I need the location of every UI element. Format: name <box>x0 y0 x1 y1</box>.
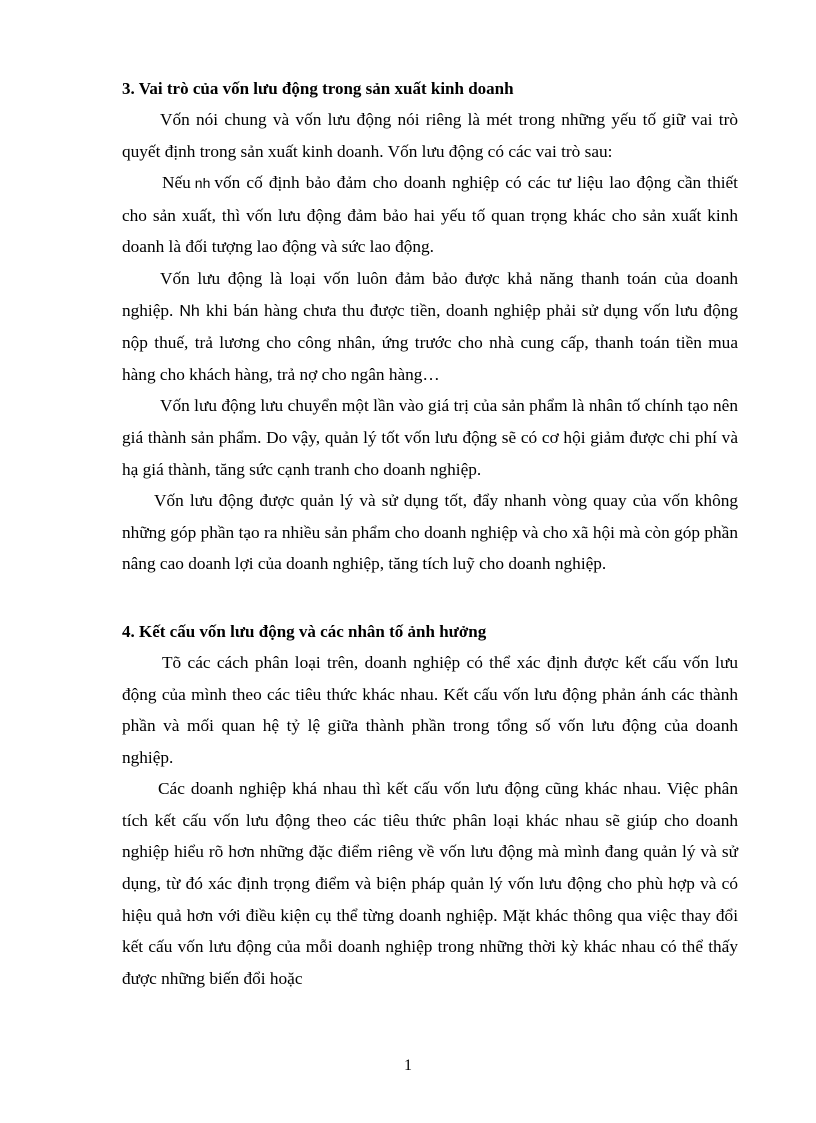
section-4-heading: 4. Kết cấu vốn lưu động và các nhân tố ảnh hưởng <box>122 621 487 641</box>
page-content <box>122 74 738 994</box>
stray-fragment: Nh <box>179 302 200 320</box>
section-4-paragraph-2: Các doanh nghiệp khá nhau thì kết cấu vốn lưu động cũng khác nhau. Việc phân tích kết cấu vốn lưu động theo các tiêu thức phân loại khác nhau sẽ giúp cho doanh nghiệp hiểu rõ hơn những đặc điểm riêng về vốn lưu động mà mình đang quản lý và sử dụng, từ đó xác định trọng điểm và biện pháp quản lý vốn lưu động cho phù hợp và có hiệu quả hơn với điều kiện cụ thể từng doanh nghiệp. Mặt khác thông qua việc thay đổi kết cấu vốn lưu động của mỗi doanh nghiệp trong những thời kỳ khác nhau có thể thấy được những biến đổi hoặc <box>122 779 738 988</box>
page-number: 1 <box>404 1057 412 1074</box>
section-3-paragraph-2 <box>122 167 738 263</box>
paragraph-text: Nếu <box>162 173 191 193</box>
paragraph-text: vốn cố định bảo đảm cho doanh nghiệp có các tư liệu lao động cần thiết cho sản xuất, thì vốn lưu động đảm bảo hai yếu tố quan trọng khác cho sản xuất kinh doanh là đối tượng lao động và sức lao động. <box>122 173 738 257</box>
section-3-paragraph-5: Vốn lưu động được quản lý và sử dụng tốt, đẩy nhanh vòng quay của vốn không những góp phần tạo ra nhiều sản phẩm cho doanh nghiệp và cho xã hội mà còn góp phần nâng cao doanh lợi của doanh nghiệp, tăng tích luỹ cho doanh nghiệp. <box>122 491 738 574</box>
paragraph-text: Vốn lưu động là loại vốn luôn đảm bảo được khả năng thanh toán của doanh nghiệp. <box>122 268 738 320</box>
section-3-paragraph-4: Vốn lưu động lưu chuyển một lần vào giá trị của sản phẩm là nhân tố chính tạo nên giá thành sản phẩm. Do vậy, quản lý tốt vốn lưu động sẽ có cơ hội giảm được chi phí và hạ giá thành, tăng sức cạnh tranh cho doanh nghiệp. <box>122 396 738 479</box>
section-3-paragraph-3 <box>122 263 738 390</box>
paragraph-text: khi bán hàng chưa thu được tiền, doanh nghiệp phải sử dụng vốn lưu động nộp thuế, trả lương cho công nhân, ứng trước cho nhà cung cấp, thanh toán tiền mua hàng cho khách hàng, trả nợ cho ngân hàng… <box>122 300 738 384</box>
section-gap <box>122 580 738 617</box>
stray-fragment: nh <box>194 175 211 192</box>
section-3-heading: 3. Vai trò của vốn lưu động trong sản xuất kinh doanh <box>122 79 514 98</box>
section-3-paragraph-1: Vốn nói chung và vốn lưu động nói riêng là mét trong những yếu tố giữ vai trò quyết định trong sản xuất kinh doanh. Vốn lưu động có các vai trò sau: <box>122 110 738 161</box>
section-4-paragraph-1: Tõ các cách phân loại trên, doanh nghiệp có thể xác định được kết cấu vốn lưu động của mình theo các tiêu thức khác nhau. Kết cấu vốn lưu động phản ánh các thành phần và mối quan hệ tỷ lệ giữa thành phần trong tổng số vốn lưu động của doanh nghiệp. <box>122 652 738 767</box>
